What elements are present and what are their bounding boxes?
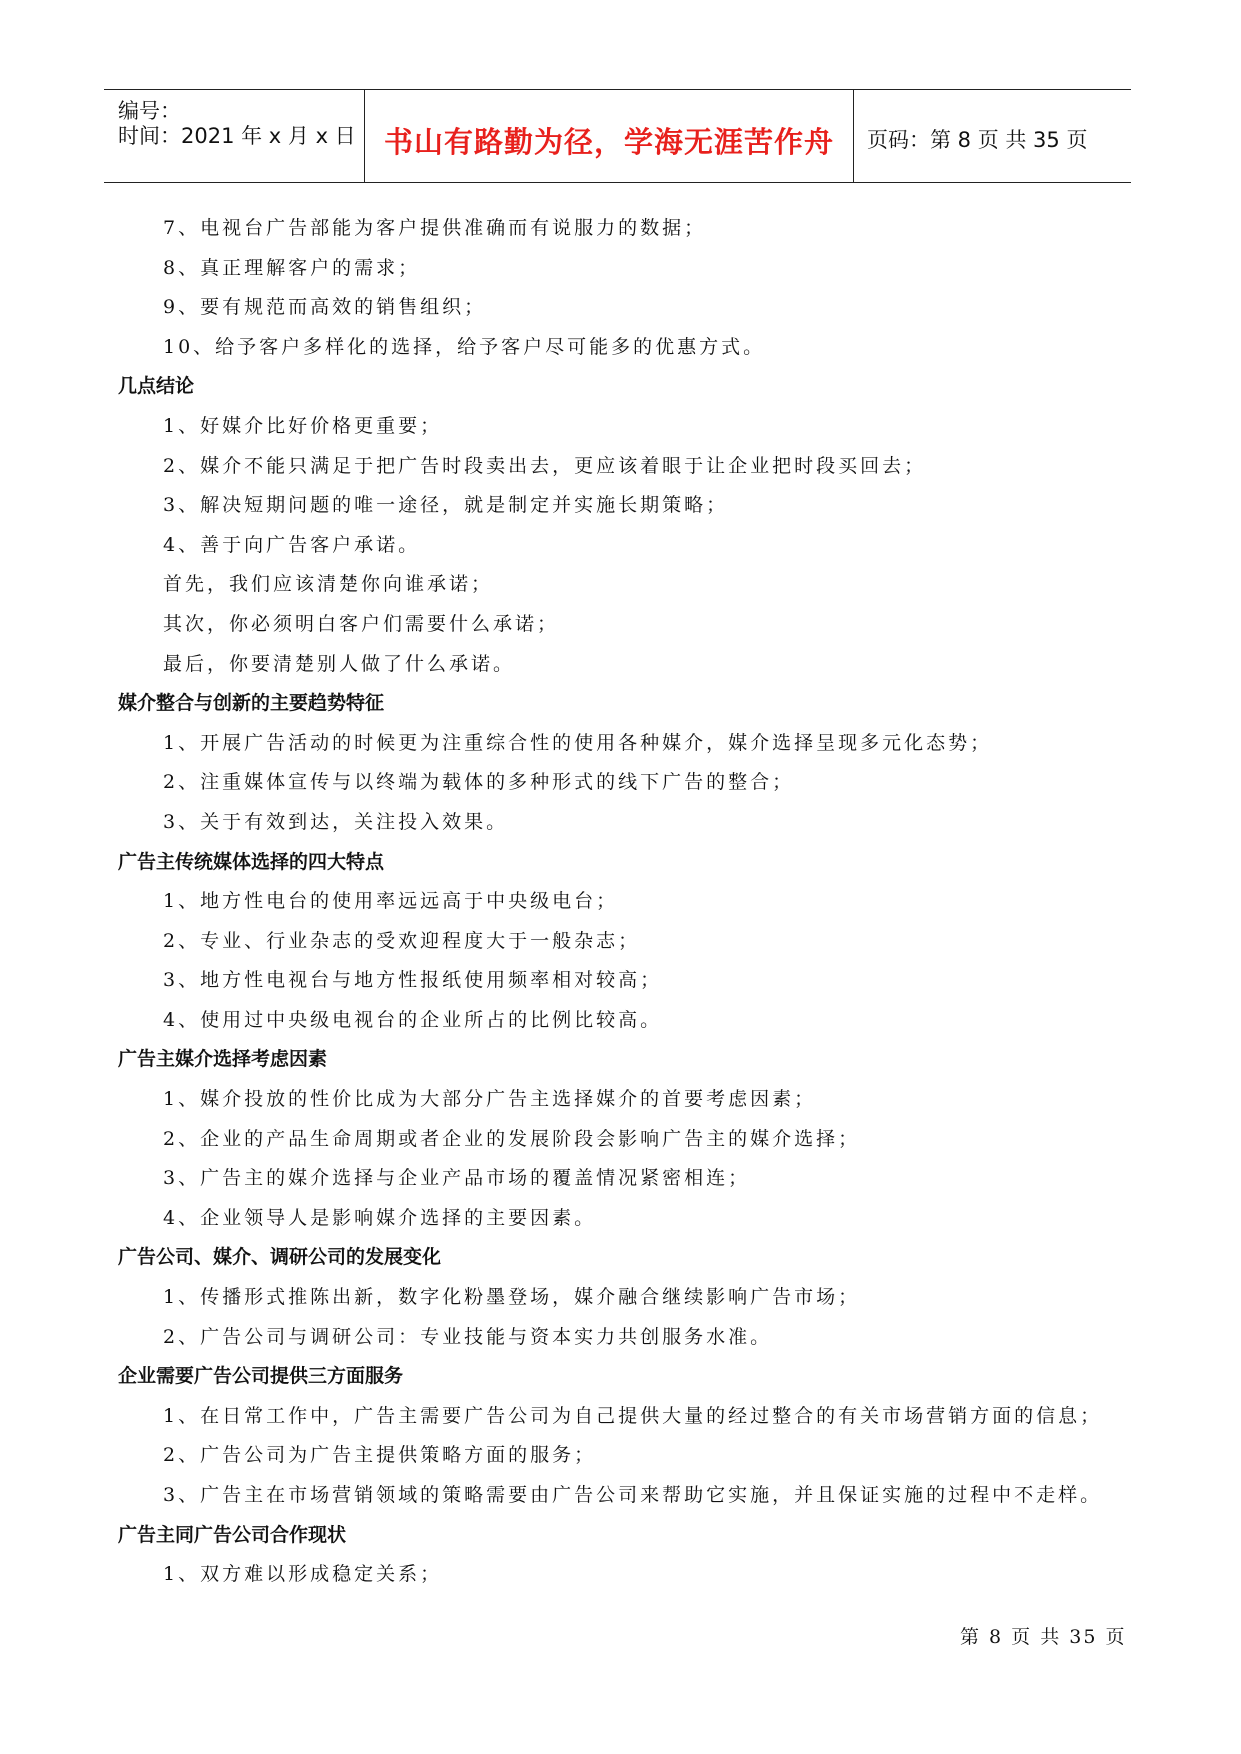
list-item: 1、开展广告活动的时候更为注重综合性的使用各种媒介，媒介选择呈现多元化态势；: [163, 731, 993, 754]
list-item: 1、在日常工作中，广告主需要广告公司为自己提供大量的经过整合的有关市场营销方面的信息；: [163, 1404, 1103, 1427]
page-header: [104, 89, 1131, 183]
section-heading: 企业需要广告公司提供三方面服务: [118, 1365, 404, 1388]
list-item: 2、企业的产品生命周期或者企业的发展阶段会影响广告主的媒介选择；: [163, 1127, 861, 1150]
section-heading: 几点结论: [118, 375, 195, 398]
header-left-cell: [104, 90, 364, 182]
list-item: 1、地方性电台的使用率远远高于中央级电台；: [163, 890, 619, 913]
list-item: 1、双方难以形成稳定关系；: [163, 1563, 443, 1586]
section-heading: 广告主媒介选择考虑因素: [118, 1048, 328, 1071]
list-item: 3、地方性电视台与地方性报纸使用频率相对较高；: [163, 969, 663, 992]
list-item: 7、电视台广告部能为客户提供准确而有说服力的数据；: [163, 217, 707, 239]
section-heading: 广告主传统媒体选择的四大特点: [118, 850, 385, 873]
list-item: 4、善于向广告客户承诺。: [163, 533, 421, 556]
list-item: 2、广告公司与调研公司：专业技能与资本实力共创服务水准。: [163, 1325, 773, 1348]
list-item: 1、好媒介比好价格更重要；: [163, 414, 443, 437]
list-item: 2、注重媒体宣传与以终端为载体的多种形式的线下广告的整合；: [163, 771, 795, 794]
list-item: 3、广告主的媒介选择与企业产品市场的覆盖情况紧密相连；: [163, 1167, 751, 1190]
section-heading: 媒介整合与创新的主要趋势特征: [118, 692, 385, 715]
list-item: 1、媒介投放的性价比成为大部分广告主选择媒介的首要考虑因素；: [163, 1088, 817, 1111]
list-item: 3、解决短期问题的唯一途径，就是制定并实施长期策略；: [163, 494, 729, 517]
list-item: 最后，你要清楚别人做了什么承诺。: [163, 652, 516, 675]
document-number-label: 编号：: [118, 99, 181, 123]
document-time-label: 时间：2021 年 x 月 x 日: [118, 124, 356, 148]
header-page-number: 页码：第 8 页 共 35 页: [867, 128, 1088, 152]
list-item: 首先，我们应该清楚你向谁承诺；: [163, 573, 494, 596]
list-item: 2、广告公司为广告主提供策略方面的服务；: [163, 1444, 597, 1467]
header-middle-cell: [364, 90, 854, 182]
list-item: 4、企业领导人是影响媒介选择的主要因素。: [163, 1206, 597, 1229]
list-item: 1、传播形式推陈出新，数字化粉墨登场，媒介融合继续影响广告市场；: [163, 1286, 861, 1309]
list-item: 其次，你必须明白客户们需要什么承诺；: [163, 612, 560, 635]
list-item: 9、要有规范而高效的销售组织；: [163, 296, 487, 319]
header-right-cell: [853, 90, 1131, 182]
list-item: 3、广告主在市场营销领域的策略需要由广告公司来帮助它实施，并且保证实施的过程中不走样。: [163, 1484, 1103, 1506]
list-item: 3、关于有效到达，关注投入效果。: [163, 810, 509, 833]
header-motto: 书山有路勤为径，学海无涯苦作舟: [383, 125, 834, 159]
list-item: 10、给予客户多样化的选择，给予客户尽可能多的优惠方式。: [163, 335, 766, 358]
list-item: 2、媒介不能只满足于把广告时段卖出去，更应该着眼于让企业把时段买回去；: [163, 454, 927, 477]
list-item: 8、真正理解客户的需求；: [163, 256, 421, 279]
document-body: [118, 209, 1128, 1595]
page-footer-number: 第 8 页 共 35 页: [960, 1626, 1127, 1648]
section-heading: 广告公司、媒介、调研公司的发展变化: [118, 1246, 442, 1269]
list-item: 4、使用过中央级电视台的企业所占的比例比较高。: [163, 1008, 663, 1031]
list-item: 2、专业、行业杂志的受欢迎程度大于一般杂志；: [163, 929, 641, 952]
section-heading: 广告主同广告公司合作现状: [118, 1523, 347, 1546]
